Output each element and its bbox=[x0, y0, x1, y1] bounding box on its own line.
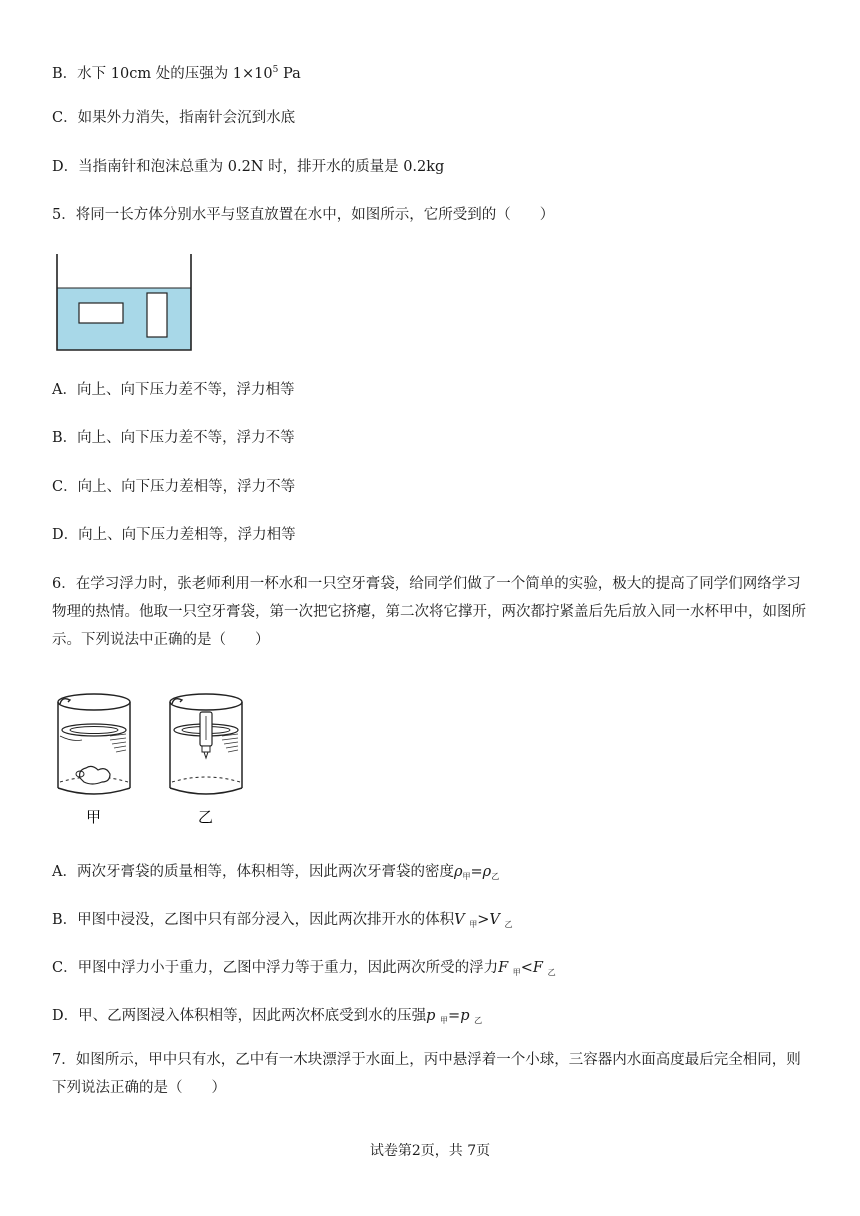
q4-option-b bbox=[52, 60, 301, 84]
q6-option-d-var2: p bbox=[460, 1008, 470, 1024]
q6-option-c-sub2: 乙 bbox=[547, 968, 556, 977]
q6-option-c-operator: < bbox=[520, 960, 533, 976]
q6-option-a bbox=[52, 862, 499, 887]
q5-water bbox=[57, 288, 191, 350]
q5-option-a: A．向上、向下压力差不等，浮力相等 bbox=[52, 382, 295, 398]
q4-option-c: C．如果外力消失，指南针会沉到水底 bbox=[52, 110, 296, 126]
q5-container-figure bbox=[55, 254, 195, 352]
q6-label-jia: 甲 bbox=[86, 808, 102, 826]
q6-option-d bbox=[52, 1006, 482, 1031]
q4-option-d: D．当指南针和泡沫总重为 0.2N 时，排开水的质量是 0.2kg bbox=[52, 159, 445, 175]
q6-option-b-var2: V bbox=[489, 912, 500, 928]
q6-option-b-sub1: 甲 bbox=[469, 920, 478, 929]
q6-option-a-text: A．两次牙膏袋的质量相等，体积相等，因此两次牙膏袋的密度 bbox=[52, 864, 454, 880]
q6-option-d-operator: = bbox=[448, 1008, 461, 1024]
q5-horizontal-block bbox=[79, 303, 123, 323]
q5-option-b: B．向上、向下压力差不等，浮力不等 bbox=[52, 430, 295, 446]
q4-option-b-unit: Pa bbox=[282, 66, 301, 82]
q6-option-b-text: B．甲图中浸没，乙图中只有部分浸入，因此两次排开水的体积 bbox=[52, 912, 455, 928]
q6-option-c-var2: F bbox=[532, 960, 543, 976]
q6-option-b bbox=[52, 910, 513, 935]
q6-beaker-yi bbox=[170, 694, 242, 794]
q6-option-a-sub1: 甲 bbox=[462, 872, 471, 881]
q4-option-b-text: B．水下 10cm 处的压强为 1×10 bbox=[52, 66, 273, 82]
page-footer: 试卷第2页，共 7页 bbox=[369, 1143, 491, 1159]
q5-option-d: D．向上、向下压力差相等，浮力相等 bbox=[52, 527, 296, 543]
q6-option-c bbox=[52, 958, 556, 983]
q5-stem: 5．将同一长方体分别水平与竖直放置在水中，如图所示，它所受到的（ ） bbox=[52, 207, 555, 223]
q4-option-b-exponent: 5 bbox=[272, 65, 279, 75]
q6-option-d-sub1: 甲 bbox=[440, 1016, 449, 1025]
q6-option-c-var: F bbox=[498, 960, 509, 976]
q6-option-c-sub1: 甲 bbox=[512, 968, 521, 977]
q6-option-a-sub2: 乙 bbox=[491, 872, 500, 881]
q6-label-yi: 乙 bbox=[198, 808, 214, 826]
q6-option-c-text: C．甲图中浮力小于重力，乙图中浮力等于重力，因此两次所受的浮力 bbox=[52, 960, 499, 976]
q6-option-a-operator: = bbox=[470, 864, 483, 880]
q5-option-c: C．向上、向下压力差相等，浮力不等 bbox=[52, 479, 296, 495]
q6-beaker-jia bbox=[58, 694, 130, 794]
q6-option-a-rho2: ρ bbox=[482, 864, 492, 880]
q6-option-d-text: D．甲、乙两图浸入体积相等，因此两次杯底受到水的压强 bbox=[52, 1008, 427, 1024]
q5-vertical-block bbox=[147, 293, 167, 337]
q6-option-b-operator: > bbox=[477, 912, 490, 928]
q6-option-d-var: p bbox=[426, 1008, 436, 1024]
q6-option-a-rho: ρ bbox=[453, 864, 463, 880]
q7-stem: 7．如图所示，甲中只有水，乙中有一木块漂浮于水面上，丙中悬浮着一个小球，三容器内水面高度最后完全相同，则下列说法正确的是（ ） bbox=[52, 1052, 801, 1096]
q6-option-b-var: V bbox=[454, 912, 465, 928]
q6-beakers-figure bbox=[52, 690, 252, 830]
q6-option-d-sub2: 乙 bbox=[474, 1016, 483, 1025]
q6-stem: 6．在学习浮力时，张老师利用一杯水和一只空牙膏袋，给同学们做了一个简单的实验，极大的提高了同学们网络学习物理的热情。他取一只空牙膏袋，第一次把它挤瘪，第二次将它撑开，两次都拧紧盖后先后放入同一水杯甲中，如图所示。下列说法中正确的是（ ） bbox=[52, 576, 806, 648]
q6-option-b-sub2: 乙 bbox=[504, 920, 513, 929]
